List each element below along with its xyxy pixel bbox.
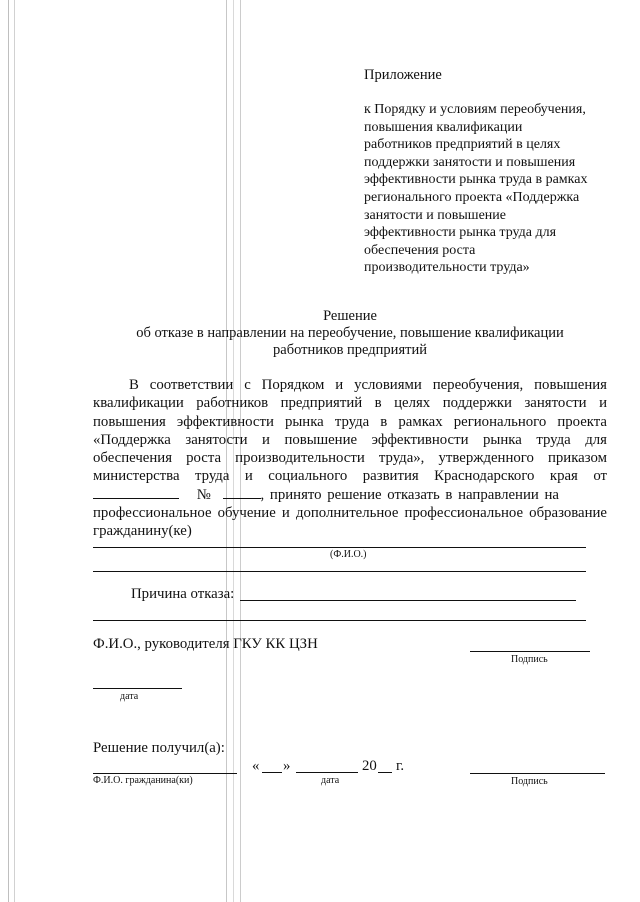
year-prefix: 20	[362, 758, 377, 774]
month-blank[interactable]	[296, 772, 358, 773]
scan-artifact-line	[14, 0, 15, 902]
appendix-line: повышения квалификации	[364, 119, 523, 135]
director-date-line[interactable]	[93, 688, 182, 689]
citizen-fio-line-2[interactable]	[93, 571, 586, 572]
director-signature-line[interactable]	[470, 651, 590, 652]
decision-paragraph	[93, 376, 607, 541]
paragraph-line: В соответствии с Порядком и условиями переобучения, повышения	[129, 377, 607, 393]
paragraph-line: квалификации работников предприятий в целях поддержки занятости и	[93, 395, 607, 412]
date-open-quote: «	[252, 758, 260, 774]
appendix-line: поддержки занятости и повышения	[364, 154, 576, 170]
appendix-line: регионального проекта «Поддержка	[364, 189, 580, 205]
year-blank[interactable]	[378, 772, 392, 773]
citizen-fio-line[interactable]	[93, 547, 586, 548]
citizen-fio-label: Ф.И.О. гражданина(ки)	[93, 775, 193, 786]
signature-label: Подпись	[511, 654, 548, 665]
paragraph-line: министерства труда и социального развития Краснодарского края от	[93, 468, 607, 485]
appendix-text	[364, 101, 614, 277]
appendix-line: эффективности рынка труда в рамках	[364, 172, 588, 188]
paragraph-line: гражданину(ке)	[93, 523, 192, 540]
fio-label: (Ф.И.О.)	[330, 549, 367, 560]
paragraph-line: , принято решение отказать в направлении на	[260, 486, 559, 503]
signature-label: Подпись	[511, 776, 548, 787]
appendix-line: занятости и повышение	[364, 207, 506, 223]
date-close-quote: »	[283, 758, 291, 774]
reason-line-2[interactable]	[93, 620, 586, 621]
citizen-fio-sign-line[interactable]	[93, 773, 237, 774]
appendix-title: Приложение	[364, 67, 442, 83]
appendix-line: производительности труда»	[364, 260, 530, 276]
document-title: Решение	[323, 308, 377, 324]
appendix-line: эффективности рынка труда для	[364, 225, 557, 241]
appendix-line: работников предприятий в целях	[364, 137, 561, 153]
paragraph-line: повышения эффективности рынка труда в рамках регионального проекта	[93, 413, 607, 430]
citizen-signature-line[interactable]	[470, 773, 605, 774]
paragraph-line: обеспечения роста производительности труда», утвержденного приказом	[93, 450, 607, 467]
order-date-blank[interactable]	[93, 486, 179, 499]
appendix-line: к Порядку и условиям переобучения,	[364, 102, 586, 117]
received-label: Решение получил(а):	[93, 740, 225, 756]
director-label: Ф.И.О., руководителя ГКУ КК ЦЗН	[93, 636, 318, 652]
date-label: дата	[120, 691, 139, 702]
day-blank[interactable]	[262, 772, 282, 773]
scan-artifact-line	[8, 0, 9, 902]
reason-label: Причина отказа:	[131, 586, 235, 602]
document-subtitle-line: работников предприятий	[273, 342, 427, 358]
paragraph-line: профессиональное обучение и дополнительное профессиональное образование	[93, 505, 607, 522]
document-subtitle-line: об отказе в направлении на переобучение, повышение квалификации	[136, 325, 564, 341]
date-label: дата	[321, 775, 340, 786]
order-number-sign: №	[196, 486, 211, 503]
year-suffix: г.	[396, 758, 405, 774]
order-number-blank[interactable]	[223, 486, 261, 499]
appendix-line: обеспечения роста	[364, 242, 476, 258]
reason-line[interactable]	[240, 600, 576, 601]
paragraph-line: «Поддержка занятости и повышение эффективности рынка труда для	[93, 431, 607, 448]
